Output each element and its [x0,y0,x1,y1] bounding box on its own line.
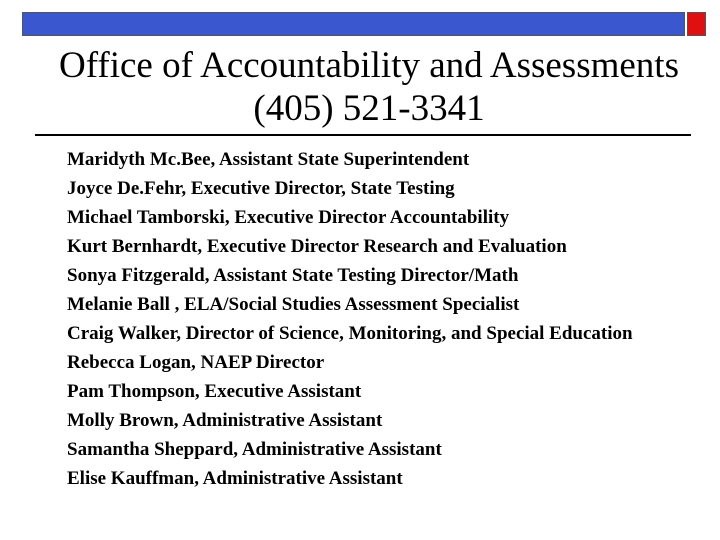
staff-item: Melanie Ball , ELA/Social Studies Assessment Specialist [67,294,520,315]
title-line-phone: (405) 521-3341 [253,88,485,129]
header-bar-blue [22,12,685,36]
decorative-header-bar [22,12,706,38]
staff-item: Craig Walker, Director of Science, Monitoring, and Special Education [67,323,633,344]
staff-item: Elise Kauffman, Administrative Assistant [67,468,403,489]
page-title [0,44,720,130]
staff-item: Samantha Sheppard, Administrative Assistant [67,439,442,460]
staff-list [67,148,687,496]
staff-item: Rebecca Logan, NAEP Director [67,352,325,373]
staff-item: Sonya Fitzgerald, Assistant State Testing Director/Math [67,265,519,286]
title-divider [35,134,691,136]
header-bar-red [687,12,706,36]
staff-item: Molly Brown, Administrative Assistant [67,410,383,431]
staff-item: Michael Tamborski, Executive Director Accountability [67,207,510,228]
staff-item: Pam Thompson, Executive Assistant [67,381,362,402]
staff-item: Maridyth Mc.Bee, Assistant State Superintendent [67,149,470,170]
title-line-office: Office of Accountability and Assessments [59,45,679,86]
staff-item: Kurt Bernhardt, Executive Director Research and Evaluation [67,236,567,257]
staff-item: Joyce De.Fehr, Executive Director, State Testing [67,178,455,199]
